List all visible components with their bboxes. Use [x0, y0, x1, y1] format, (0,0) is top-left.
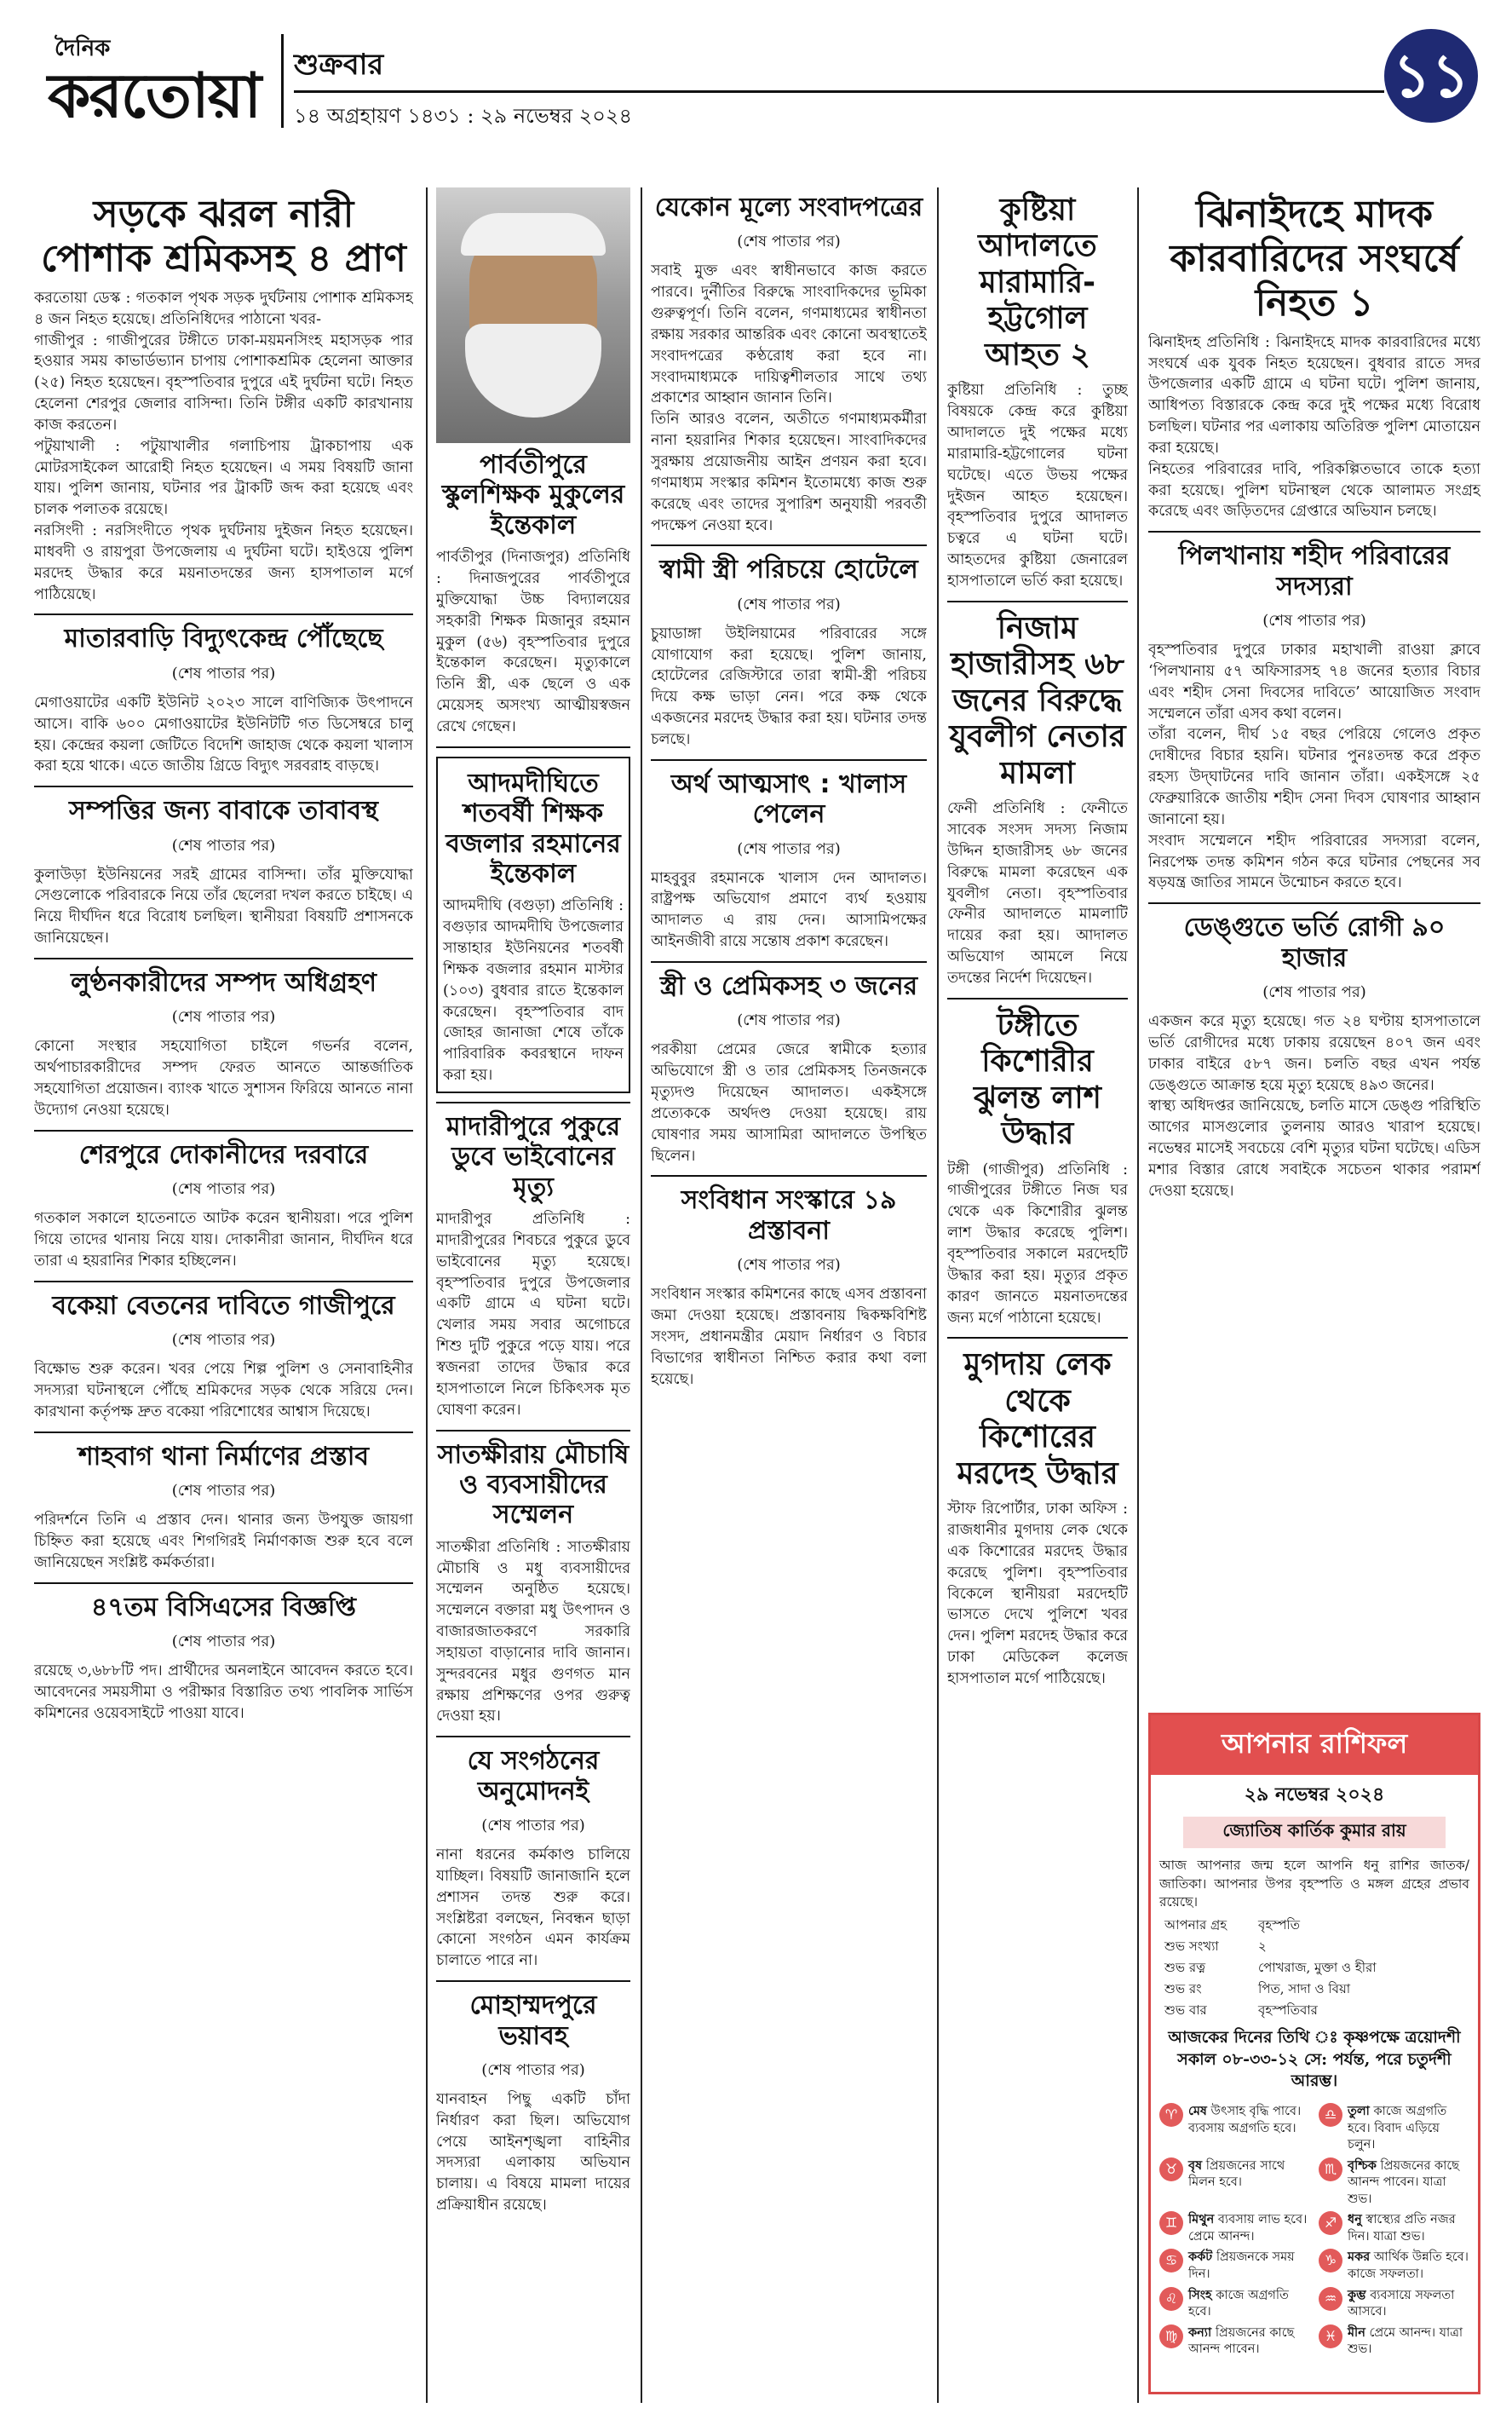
- section-rule: [436, 1102, 630, 1103]
- zodiac-item: ♑ মকর আর্থিক উন্নতি হবে। কাজে সফলতা।: [1319, 2249, 1469, 2283]
- horoscope-tithi: আজকের দিনের তিথি ঃ কৃষ্ণপক্ষে ত্রয়োদশী সকাল ০৮-৩৩-১২ সে: পর্যন্ত, পরে চতুর্দশী আরম্ভ।: [1168, 2028, 1461, 2091]
- portrait-photo: [436, 187, 630, 443]
- continued-note: (শেষ পাতার পর): [171, 664, 276, 683]
- article-paragraph: সবাই মুক্ত এবং স্বাধীনভাবে কাজ করতে পারবে। দুর্নীতির বিরুদ্ধে সাংবাদিকদের ভূমিকা গুরুত্বপূর্ণ। তিনি বলেন, গণমাধ্যমের স্বাধীনতা রক্ষায় সরকার আন্তরিক এবং কোনো অবস্থাতেই সংবাদপত্রের কণ্ঠরোধ করা হবে না। সংবাদমাধ্যমকে দায়িত্বশীলতার সাথে তথ্য প্রকাশের আহ্বান জানান তিনি।: [651, 262, 927, 407]
- aries-icon: ♈: [1159, 2103, 1183, 2127]
- brand-logo: করতোয়া: [48, 60, 261, 131]
- horoscope-intro: আজ আপনার জন্ম হলে আপনি ধনু রাশির জাতক/জাতিকা। আপনার উপর বৃহস্পতি ও মঙ্গল গ্রহের প্রভাব রয়েছে।: [1159, 1858, 1469, 1910]
- section-rule: [651, 961, 927, 963]
- headline: যেকোন মূল্যে সংবাদপত্রের: [654, 193, 923, 222]
- masthead-rule: [294, 90, 1384, 93]
- article-paragraph: সংবিধান সংস্কার কমিশনের কাছে এসব প্রস্তাবনা জমা দেওয়া হয়েছে। প্রস্তাবনায় দ্বিকক্ষবিশিষ্ট সংসদ, প্রধানমন্ত্রীর মেয়াদ নির্ধারণ ও বিচার বিভাগের স্বাধীনতা নিশ্চিত করার কথা বলা হয়েছে।: [651, 1286, 927, 1388]
- zodiac-item: ♒ কুম্ভ ব্যবসায়ে সফলতা আসবে।: [1319, 2287, 1469, 2321]
- boxed-article: [436, 757, 630, 1093]
- leo-icon: ♌: [1159, 2287, 1183, 2311]
- portrait-beard-shape: [465, 324, 601, 418]
- article-paragraph: নানা ধরনের কর্মকাণ্ড চালিয়ে যাচ্ছিল। বিষয়টি জানাজানি হলে প্রশাসন তদন্ত শুরু করে। সংশ্লিষ্টরা বলছেন, নিবন্ধন ছাড়া কোনো সংগঠন এমন কার্যক্রম চালাতে পারে না।: [436, 1846, 630, 1970]
- article-paragraph: গাজীপুর : গাজীপুরের টঙ্গীতে ঢাকা-ময়মনসিংহ মহাসড়ক পার হওয়ার সময় কাভার্ডভ্যান চাপায় পোশাকশ্রমিক হেলেনা আক্তার (২৫) নিহত হয়েছেন। বৃহস্পতিবার দুপুরে এই দুর্ঘটনা ঘটে। নিহত হেলেনা শেরপুর জেলার বাসিন্দা। তিনি টঙ্গীর একটি কারখানায় কাজ করতেন।: [34, 331, 413, 434]
- column-e: [1148, 187, 1480, 1704]
- article-paragraph: চুয়াডাঙ্গা উইলিয়ামের পরিবারের সঙ্গে যোগাযোগ করা হয়েছে। পুলিশ জানায়, হোটেলের রেজিস্টারে তারা স্বামী-স্ত্রী পরিচয় দিয়ে কক্ষ ভাড়া নেন। পরে কক্ষ থেকে একজনের মরদেহ উদ্ধার করা হয়। ঘটনার তদন্ত চলছে।: [651, 625, 927, 748]
- article-paragraph: রয়েছে ৩,৬৮৮টি পদ। প্রার্থীদের অনলাইনে আবেদন করতে হবে। আবেদনের সময়সীমা ও পরীক্ষার বিস্তারিত তথ্য পাবলিক সার্ভিস কমিশনের ওয়েবসাইটে পাওয়া যাবে।: [34, 1662, 413, 1722]
- zodiac-item: ♉ বৃষ প্রিয়জনের সাথে মিলন হবে।: [1159, 2157, 1310, 2209]
- article-paragraph: কুলাউড়া ইউনিয়নের সরই গ্রামের বাসিন্দা। তাঁর মুক্তিযোদ্ধা সেগুলোকে পরিবারকে নিয়ে তাঁর ছেলেরা দখল করতে চাইছে। এ নিয়ে দীর্ঘদিন ধরে বিরোধ চলছিল। স্থানীয়রা বিষয়টি প্রশাসনকে জানিয়েছেন।: [34, 866, 413, 948]
- article-paragraph: কোনো সংস্থার সহযোগিতা চাইলে গভর্নর বলেন, অর্থপাচারকারীদের সম্পদ ফেরত আনতে আন্তর্জাতিক সহযোগিতা প্রয়োজন। ব্যাংক খাতে সুশাসন ফিরিয়ে আনতে নানা উদ্যোগ নেওয়া হয়েছে।: [34, 1038, 413, 1119]
- article-paragraph: ফেনী প্রতিনিধি : ফেনীতে সাবেক সংসদ সদস্য নিজাম উদ্দিন হাজারীসহ ৬৮ জনের বিরুদ্ধে মামলা করেছেন এক যুবলীগ নেতা। বৃহস্পতিবার ফেনীর আদালতে মামলাটি দায়ের করা হয়। আদালত অভিযোগ আমলে নিয়ে তদন্তের নির্দেশ দিয়েছেন।: [947, 800, 1128, 987]
- article-paragraph: আদমদীঘি (বগুড়া) প্রতিনিধি : বগুড়ার আদমদীঘি উপজেলার সান্তাহার ইউনিয়নের শতবর্ষী শিক্ষক বজলার রহমান মাস্টার (১০৩) বুধবার রাতে ইন্তেকাল করেছেন। বৃহস্পতিবার বাদ জোহর জানাজা শেষে তাঁকে পারিবারিক কবরস্থানে দাফন করা হয়।: [443, 897, 624, 1085]
- virgo-icon: ♍: [1159, 2324, 1183, 2348]
- section-rule: [34, 958, 413, 959]
- headline: আদমদীঘিতে শতবর্ষী শিক্ষক বজলার রহমানের ইন্তেকাল: [446, 768, 621, 889]
- continued-note: (শেষ পাতার পর): [481, 2060, 585, 2079]
- column-d: [947, 187, 1128, 2403]
- continued-note: (শেষ পাতার পর): [171, 1008, 276, 1027]
- continued-note: (শেষ পাতার পর): [737, 1011, 841, 1030]
- article-paragraph: মাহবুবুর রহমানকে খালাস দেন আদালত। রাষ্ট্রপক্ষ অভিযোগ প্রমাণে ব্যর্থ হওয়ায় আদালত এ রায় দেন। আসামিপক্ষের আইনজীবী রায়ে সন্তোষ প্রকাশ করেছেন।: [651, 869, 927, 951]
- horoscope-date: ২৯ নভেম্বর ২০২৪: [1244, 1783, 1385, 1806]
- section-rule: [436, 746, 630, 748]
- continued-note: (শেষ পাতার পর): [1262, 983, 1366, 1001]
- headline: শাহবাগ থানা নির্মাণের প্রস্তাব: [78, 1441, 370, 1472]
- aquarius-icon: ♒: [1319, 2287, 1342, 2311]
- horoscope-table-row: শুভ সংখ্যা ২: [1164, 1938, 1267, 1955]
- continued-note: (শেষ পাতার পর): [481, 1817, 585, 1835]
- article-paragraph: মেগাওয়াটের একটি ইউনিট ২০২৩ সালে বাণিজ্যিক উৎপাদনে আসে। বাকি ৬০০ মেগাওয়াটের ইউনিটটি গত ডিসেম্বরে চালু হয়। কেন্দ্রের কয়লা জেটিতে বিদেশি জাহাজ থেকে কয়লা খালাস করা হয়ে থাকে। এতে জাতীয় গ্রিডে বিদ্যুৎ সরবরাহ বাড়ছে।: [34, 694, 413, 775]
- headline: ঝিনাইদহে মাদক কারবারিদের সংঘর্ষে নিহত ১: [1170, 193, 1459, 325]
- section-rule: [651, 544, 927, 546]
- column-divider: [426, 187, 428, 2403]
- portrait-cap-shape: [461, 213, 606, 256]
- headline: ৪৭তম বিসিএসের বিজ্ঞপ্তি: [90, 1592, 357, 1622]
- headline: মুগদায় লেক থেকে কিশোরের মরদেহ উদ্ধার: [957, 1347, 1118, 1491]
- column-b: [436, 187, 630, 2403]
- libra-icon: ♎: [1319, 2103, 1342, 2127]
- section-rule: [34, 614, 413, 615]
- masthead: [0, 0, 1512, 179]
- article-paragraph: নরসিংদী : নরসিংদীতে পৃথক দুর্ঘটনায় দুইজন নিহত হয়েছেন। মাধবদী ও রায়পুরা উপজেলায় এ দুর্ঘটনা ঘটে। হাইওয়ে পুলিশ মরদেহ উদ্ধার করে ময়নাতদন্তের জন্য হাসপাতাল মর্গে পাঠিয়েছে।: [34, 522, 413, 603]
- article-paragraph: পটুয়াখালী : পটুয়াখালীর গলাচিপায় ট্রাকচাপায় এক মোটরসাইকেল আরোহী নিহত হয়েছেন। এ সময় বিষয়টি জানা যায়। পুলিশ জানায়, ঘটনার পর ট্রাকটি জব্দ করা হয়েছে এবং চালক পলাতক রয়েছে।: [34, 437, 413, 519]
- zodiac-item: ♌ সিংহ কাজে অগ্রগতি হবে।: [1159, 2287, 1310, 2321]
- zodiac-item: ♏ বৃশ্চিক প্রিয়জনের কাছে আনন্দ পাবেন। যাত্রা শুভ।: [1319, 2157, 1469, 2209]
- continued-note: (শেষ পাতার পর): [171, 1180, 276, 1199]
- section-rule: [34, 786, 413, 787]
- article-lead: করতোয়া ডেস্ক : গতকাল পৃথক সড়ক দুর্ঘটনায় পোশাক শ্রমিকসহ ৪ জন নিহত হয়েছে। প্রতিনিধিদের পাঠানো খবর-: [34, 289, 413, 328]
- capricorn-icon: ♑: [1319, 2249, 1342, 2273]
- section-rule: [947, 1337, 1128, 1339]
- horoscope-table-row: শুভ রত্ন পোখরাজ, মুক্তা ও হীরা: [1164, 1960, 1377, 1976]
- headline: সাতক্ষীরায় মৌচাষি ও ব্যবসায়ীদের সম্মেলন: [437, 1439, 630, 1530]
- article-paragraph: বৃহস্পতিবার দুপুরে ঢাকার মহাখালী রাওয়া ক্লাবে ‘পিলখানায় ৫৭ অফিসারসহ ৭৪ জনের হত্যার বিচার এবং শহীদ সেনা দিবসের দাবিতে’ আয়োজিত সংবাদ সম্মেলনে তাঁরা এসব কথা বলেন।: [1148, 642, 1480, 723]
- cancer-icon: ♋: [1159, 2249, 1183, 2273]
- headline: বকেয়া বেতনের দাবিতে গাজীপুরে: [52, 1290, 395, 1321]
- section-rule: [34, 1582, 413, 1584]
- headline: স্বামী স্ত্রী পরিচয়ে হোটেলে: [659, 555, 918, 585]
- article-paragraph: সাতক্ষীরা প্রতিনিধি : সাতক্ষীরায় মৌচাষি ও মধু ব্যবসায়ীদের সম্মেলন অনুষ্ঠিত হয়েছে। সম্মেলনে বক্তারা মধু উৎপাদন ও বাজারজাতকরণে সরকারি সহায়তা বাড়ানোর দাবি জানান। সুন্দরবনের মধুর গুণগত মান রক্ষায় প্রশিক্ষণের ওপর গুরুত্ব দেওয়া হয়।: [436, 1538, 630, 1725]
- horoscope-table-row: শুভ রং পিত, সাদা ও বিয়া: [1164, 1981, 1351, 1997]
- section-rule: [651, 1175, 927, 1177]
- brand-small: দৈনিক: [55, 36, 111, 61]
- column-c: [651, 187, 927, 2403]
- column-divider: [937, 187, 939, 2403]
- page-number-badge: ১১: [1384, 29, 1478, 123]
- zodiac-item: ♎ তুলা কাজে অগ্রগতি হবে। বিবাদ এড়িয়ে চলুন।: [1319, 2103, 1469, 2154]
- section-rule: [947, 601, 1128, 602]
- continued-note: (শেষ পাতার পর): [171, 1331, 276, 1350]
- continued-note: (শেষ পাতার পর): [737, 233, 841, 251]
- section-rule: [34, 1281, 413, 1282]
- zodiac-grid: [1151, 2098, 1478, 2364]
- article-paragraph: কুষ্টিয়া প্রতিনিধি : তুচ্ছ বিষয়কে কেন্দ্র করে কুষ্টিয়া আদালতে দুই পক্ষের মধ্যে মারামারি-হট্টগোলের ঘটনা ঘটেছে। এতে উভয় পক্ষের দুইজন আহত হয়েছেন। বৃহস্পতিবার দুপুরে আদালত চত্বরে এ ঘটনা ঘটে। আহতদের কুষ্টিয়া জেনারেল হাসপাতালে ভর্তি করা হয়েছে।: [947, 382, 1128, 590]
- masthead-divider: [281, 34, 284, 128]
- headline: মাদারীপুরে পুকুরে ডুবে ভাইবোনের মৃত্যু: [446, 1111, 621, 1202]
- article-paragraph: বিক্ষোভ শুরু করেন। খবর পেয়ে শিল্প পুলিশ ও সেনাবাহিনীর সদস্যরা ঘটনাস্থলে পৌঁছে শ্রমিকদের সড়ক থেকে সরিয়ে দেন। কারখানা কর্তৃপক্ষ দ্রুত বকেয়া পরিশোধের আশ্বাস দিয়েছে।: [34, 1361, 413, 1420]
- continued-note: (শেষ পাতার পর): [171, 1482, 276, 1500]
- article-paragraph: স্বাস্থ্য অধিদপ্তর জানিয়েছে, চলতি মাসে ডেঙ্গু পরিস্থিতি আগের মাসগুলোর তুলনায় আরও খারাপ হয়েছে। নভেম্বর মাসেই সবচেয়ে বেশি মৃত্যুর ঘটনা ঘটেছে। এডিস মশার বিস্তার রোধে সবাইকে সচেতন থাকার পরামর্শ দেওয়া হয়েছে।: [1148, 1097, 1480, 1200]
- headline: যে সংগঠনের অনুমোদনই: [467, 1746, 600, 1806]
- zodiac-item: ♐ ধনু স্বাস্থ্যের প্রতি নজর দিন। যাত্রা শুভ।: [1319, 2211, 1469, 2245]
- article-paragraph: তাঁরা বলেন, দীর্ঘ ১৫ বছর পেরিয়ে গেলেও প্রকৃত দোষীদের বিচার হয়নি। ঘটনার পুনঃতদন্ত করে প্রকৃত রহস্য উদ্‌ঘাটনের দাবি জানান তাঁরা। একইসঙ্গে ২৫ ফেব্রুয়ারিকে জাতীয় শহীদ সেনা দিবস ঘোষণার আহ্বান জানানো হয়।: [1148, 726, 1480, 828]
- continued-note: (শেষ পাতার পর): [1262, 612, 1366, 631]
- horoscope-box: [1148, 1713, 1480, 2394]
- horoscope-table-row: আপনার গ্রহ বৃহস্পতি: [1164, 1917, 1300, 1933]
- article-paragraph: মাদারীপুর প্রতিনিধি : মাদারীপুরের শিবচরে পুকুরে ডুবে ভাইবোনের মৃত্যু হয়েছে। বৃহস্পতিবার দুপুরে উপজেলার একটি গ্রামে এ ঘটনা ঘটে। খেলার সময় সবার অগোচরে শিশু দুটি পুকুরে পড়ে যায়। পরে স্বজনরা তাদের উদ্ধার করে হাসপাতালে নিলে চিকিৎসক মৃত ঘোষণা করেন।: [436, 1211, 630, 1419]
- article-paragraph: একজন করে মৃত্যু হয়েছে। গত ২৪ ঘণ্টায় হাসপাতালে ভর্তি রোগীদের মধ্যে ঢাকায় রয়েছেন ৪০৭ জন এবং ঢাকার বাইরে ৫৮৭ জন। চলতি বছর এখন পর্যন্ত ডেঙ্গুতে আক্রান্ত হয়ে মৃত্যু হয়েছে ৪৯৩ জনের।: [1148, 1013, 1480, 1094]
- section-rule: [34, 1130, 413, 1132]
- headline: সড়কে ঝরল নারী পোশাক শ্রমিকসহ ৪ প্রাণ: [41, 193, 406, 280]
- article-paragraph: ঝিনাইদহ প্রতিনিধি : ঝিনাইদহে মাদক কারবারিদের মধ্যে সংঘর্ষে এক যুবক নিহত হয়েছেন। বুধবার রাতে সদর উপজেলার একটি গ্রামে এ ঘটনা ঘটে। পুলিশ জানায়, আধিপত্য বিস্তারকে কেন্দ্র করে দুই পক্ষের মধ্যে বিরোধ চলছিল। ঘটনার পর এলাকায় অতিরিক্ত পুলিশ মোতায়েন করা হয়েছে।: [1148, 333, 1480, 457]
- issue-day: শুক্রবার: [294, 48, 384, 82]
- headline: টঙ্গীতে কিশোরীর ঝুলন্ত লাশ উদ্ধার: [974, 1007, 1101, 1152]
- headline: শেরপুরে দোকানীদের দরবারে: [78, 1139, 369, 1170]
- article-paragraph: সংবাদ সম্মেলনে শহীদ পরিবারের সদস্যরা বলেন, নিরপেক্ষ তদন্ত কমিশন গঠন করে ঘটনার পেছনের সব ষড়যন্ত্র জাতির সামনে উন্মোচন করতে হবে।: [1148, 832, 1480, 892]
- taurus-icon: ♉: [1159, 2157, 1183, 2181]
- continued-note: (শেষ পাতার পর): [737, 1256, 841, 1275]
- headline: মাতারবাড়ি বিদ্যুৎকেন্দ্র পৌঁছেছে: [64, 624, 383, 654]
- zodiac-item: ♓ মীন প্রেমে আনন্দ। যাত্রা শুভ।: [1319, 2324, 1469, 2359]
- section-rule: [947, 998, 1128, 999]
- continued-note: (শেষ পাতার পর): [171, 1632, 276, 1650]
- column-divider: [641, 187, 642, 2403]
- horoscope-table: [1151, 1915, 1478, 2022]
- headline: ডেঙ্গুতে ভর্তি রোগী ৯০ হাজার: [1183, 913, 1446, 973]
- column-a: [34, 187, 413, 2403]
- column-divider: [1137, 187, 1139, 2403]
- article-paragraph: পরকীয়া প্রেমের জেরে স্বামীকে হত্যার অভিযোগে স্ত্রী ও তার প্রেমিকসহ তিনজনকে মৃত্যুদণ্ড দিয়েছেন আদালত। একইসঙ্গে প্রত্যেককে অর্থদণ্ড দেওয়া হয়েছে। রায় ঘোষণার সময় আসামিরা আদালতে উপস্থিত ছিলেন।: [651, 1041, 927, 1165]
- article-paragraph: পার্বতীপুর (দিনাজপুর) প্রতিনিধি : দিনাজপুরের পার্বতীপুরে মুক্তিযোদ্ধা উচ্চ বিদ্যালয়ের সহকারী শিক্ষক মিজানুর রহমান মুকুল (৫৬) বৃহস্পতিবার দুপুরে ইন্তেকাল করেছেন। মৃত্যুকালে তিনি স্ত্রী, এক ছেলে ও এক মেয়েসহ অসংখ্য আত্মীয়স্বজন রেখে গেছেন।: [436, 549, 630, 735]
- article-paragraph: যানবাহন পিছু একটি চাঁদা নির্ধারণ করা ছিল। অভিযোগ পেয়ে আইনশৃঙ্খলা বাহিনীর সদস্যরা এলাকায় অভিযান চালায়। এ বিষয়ে মামলা দায়ের প্রক্রিয়াধীন রয়েছে।: [436, 2090, 630, 2215]
- headline: মোহাম্মদপুরে ভয়াবহ: [469, 1990, 597, 2051]
- article-paragraph: তিনি আরও বলেন, অতীতে গণমাধ্যমকর্মীরা নানা হয়রানির শিকার হয়েছেন। সাংবাদিকদের সুরক্ষায় প্রয়োজনীয় আইন প্রণয়ন করা হবে। গণমাধ্যম সংস্কার কমিশন ইতোমধ্যে কাজ শুরু করেছে এবং তাদের সুপারিশ অনুযায়ী পরবর্তী পদক্ষেপ নেওয়া হবে।: [651, 411, 927, 534]
- headline: কুষ্টিয়া আদালতে মারামারি-হট্টগোল আহত ২: [978, 193, 1097, 372]
- section-rule: [651, 759, 927, 761]
- headline: স্ত্রী ও প্রেমিকসহ ৩ জনের: [659, 971, 918, 1001]
- section-rule: [436, 1736, 630, 1737]
- headline: লুণ্ঠনকারীদের সম্পদ অধিগ্রহণ: [70, 968, 377, 998]
- continued-note: (শেষ পাতার পর): [737, 595, 841, 614]
- zodiac-item: ♊ মিথুন ব্যবসায় লাভ হবে। প্রেমে আনন্দ।: [1159, 2211, 1310, 2245]
- article-paragraph: পরিদর্শনে তিনি এ প্রস্তাব দেন। থানার জন্য উপযুক্ত জায়গা চিহ্নিত করা হয়েছে এবং শিগগিরই নির্মাণকাজ শুরু হবে বলে জানিয়েছেন সংশ্লিষ্ট কর্মকর্তারা।: [34, 1512, 413, 1571]
- section-rule: [34, 1432, 413, 1433]
- zodiac-item: ♋ কর্কট প্রিয়জনকে সময় দিন।: [1159, 2249, 1310, 2283]
- zodiac-item: ♈ মেষ উৎসাহ বৃদ্ধি পাবে। ব্যবসায় অগ্রগতি হবে।: [1159, 2103, 1310, 2154]
- headline: নিজাম হাজারীসহ ৬৮ জনের বিরুদ্ধে যুবলীগ নেতার মামলা: [949, 610, 1126, 791]
- article-paragraph: গতকাল সকালে হাতেনাতে আটক করেন স্থানীয়রা। পরে পুলিশ গিয়ে তাদের থানায় নিয়ে যায়। দোকানীরা জানান, দীর্ঘদিন ধরে তারা এ হয়রানির শিকার হচ্ছিলেন।: [34, 1210, 413, 1270]
- scorpio-icon: ♏: [1319, 2157, 1342, 2181]
- article-paragraph: টঙ্গী (গাজীপুর) প্রতিনিধি : গাজীপুরের টঙ্গীতে নিজ ঘর থেকে এক কিশোরীর ঝুলন্ত লাশ উদ্ধার করেছে পুলিশ। বৃহস্পতিবার সকালে মরদেহটি উদ্ধার করা হয়। মৃত্যুর প্রকৃত কারণ জানতে ময়নাতদন্তের জন্য মর্গে পাঠানো হয়েছে।: [947, 1161, 1128, 1327]
- headline: অর্থ আত্মসাৎ : খালাস পেলেন: [670, 769, 907, 830]
- zodiac-item: ♍ কন্যা প্রিয়জনের কাছে আনন্দ পাবেন।: [1159, 2324, 1310, 2359]
- pisces-icon: ♓: [1319, 2324, 1342, 2348]
- headline: সংবিধান সংস্কারে ১৯ প্রস্তাবনা: [681, 1185, 897, 1246]
- gemini-icon: ♊: [1159, 2211, 1183, 2235]
- continued-note: (শেষ পাতার পর): [171, 836, 276, 855]
- headline: পার্বতীপুরে স্কুলশিক্ষক মুকুলের ইন্তেকাল: [441, 450, 625, 540]
- horoscope-table-row: শুভ বার বৃহস্পতিবার: [1164, 2002, 1318, 2019]
- horoscope-author: জ্যোতিষ কার্তিক কুমার রায়: [1183, 1817, 1445, 1848]
- article-paragraph: স্টাফ রিপোর্টার, ঢাকা অফিস : রাজধানীর মুগদায় লেক থেকে এক কিশোরের মরদেহ উদ্ধার করেছে পুলিশ। বৃহস্পতিবার বিকেলে স্থানীয়রা মরদেহটি ভাসতে দেখে পুলিশে খবর দেন। পুলিশ মরদেহ উদ্ধার করে ঢাকা মেডিকেল কলেজ হাসপাতাল মর্গে পাঠিয়েছে।: [947, 1501, 1128, 1687]
- continued-note: (শেষ পাতার পর): [737, 839, 841, 858]
- horoscope-title: আপনার রাশিফল: [1151, 1715, 1478, 1775]
- headline: সম্পত্তির জন্য বাবাকে তাবাবস্থ: [69, 796, 378, 827]
- section-rule: [1148, 531, 1480, 533]
- section-rule: [1148, 902, 1480, 904]
- issue-date: ১৪ অগ্রহায়ণ ১৪৩১ : ২৯ নভেম্বর ২০২৪: [294, 104, 633, 128]
- section-rule: [436, 1980, 630, 1982]
- sagittarius-icon: ♐: [1319, 2211, 1342, 2235]
- section-rule: [436, 1430, 630, 1432]
- article-paragraph: নিহতের পরিবারের দাবি, পরিকল্পিতভাবে তাকে হত্যা করা হয়েছে। পুলিশ ঘটনাস্থল থেকে আলামত সংগ্রহ করেছে এবং জড়িতদের গ্রেপ্তারে অভিযান চলছে।: [1148, 460, 1480, 521]
- headline: পিলখানায় শহীদ পরিবারের সদস্যরা: [1178, 541, 1451, 602]
